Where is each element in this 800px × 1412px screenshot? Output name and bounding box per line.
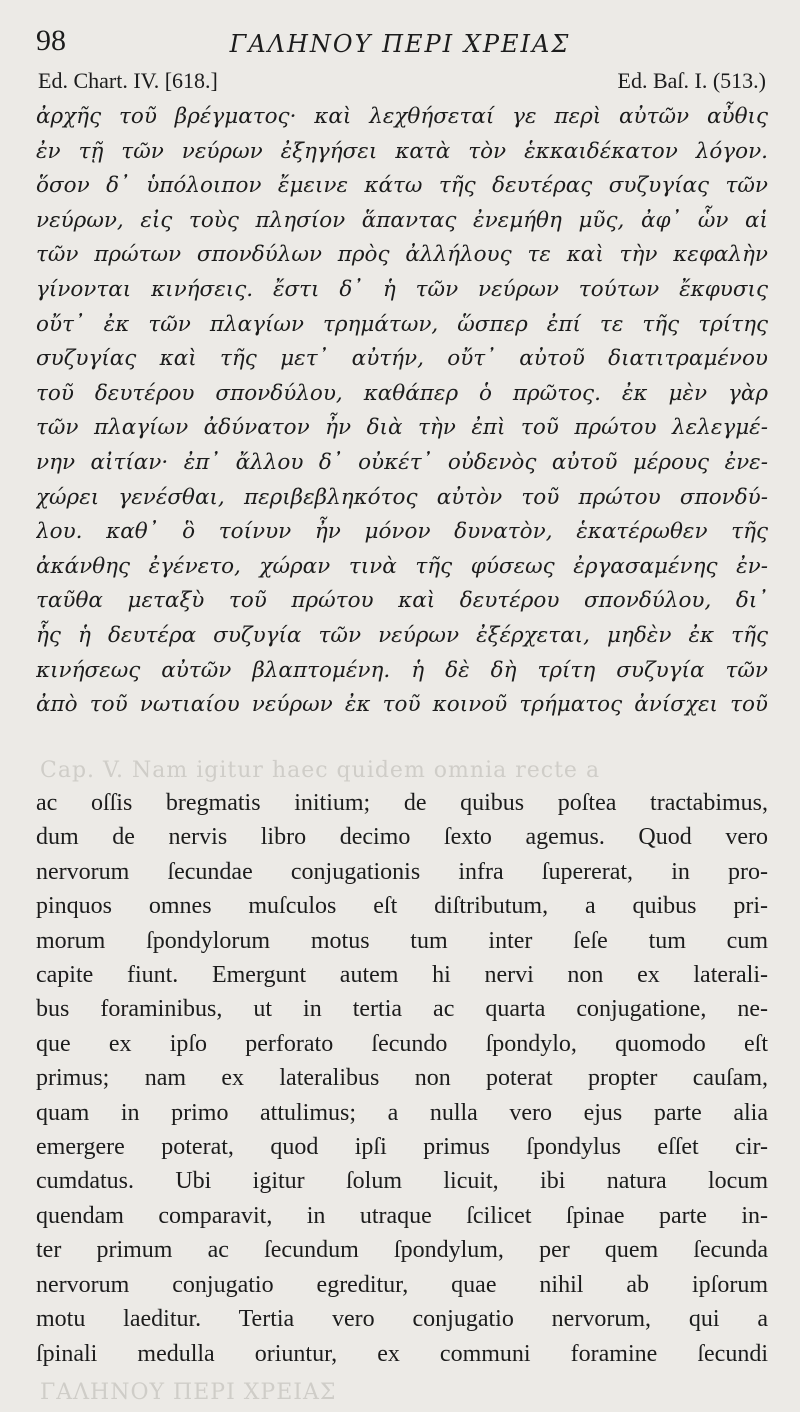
greek-line: γίνονται κινήσεις. ἔστι δ᾽ ἡ τῶν νεύρων τούτων ἔκφυσις (36, 276, 768, 302)
bleed-through-text-bottom: ΓΑΛΗΝΟΥ ΠΕΡΙ ΧΡΕΙΑΣ (40, 1380, 337, 1405)
edition-reference-line (38, 68, 766, 94)
greek-line: τῶν πλαγίων ἀδύνατον ἦν διὰ τὴν ἐπὶ τοῦ πρώτου λελεγμέ- (36, 415, 768, 441)
edition-reference-right: Ed. Baſ. I. (513.) (617, 68, 766, 93)
latin-line: ter primum ac ſecundum ſpondylum, per quem ſecunda (36, 1237, 768, 1264)
latin-line: ſpinali medulla oriuntur, ex communi foramine ſecundi (36, 1340, 768, 1367)
greek-line: ἧς ἡ δευτέρα συζυγία τῶν νεύρων ἐξέρχεται, μηδὲν ἐκ τῆς (36, 622, 768, 648)
latin-line: emergere poterat, quod ipſi primus ſpondylus eſſet cir- (36, 1134, 768, 1161)
greek-line: συζυγίας καὶ τῆς μετ᾽ αὐτήν, οὔτ᾽ αὐτοῦ διατιτραμένου (36, 346, 768, 372)
greek-line: ἀπὸ τοῦ νωτιαίου νεύρων ἐκ τοῦ κοινοῦ τρήματος ἀνίσχει τοῦ (36, 692, 768, 718)
page-number: 98 (36, 24, 66, 57)
latin-line: primus; nam ex lateralibus non poterat propter cauſam, (36, 1065, 768, 1092)
greek-line: ἀκάνθης ἐγένετο, χώραν τινὰ τῆς φύσεως ἐργασαμένης ἐν- (36, 553, 768, 579)
greek-line: χώρει γενέσθαι, περιβεβληκότος αὐτὸν τοῦ πρώτου σπονδύ- (36, 484, 768, 510)
greek-text-block (36, 100, 768, 723)
latin-line: morum ſpondylorum motus tum inter ſeſe tum cum (36, 927, 768, 954)
latin-line: cumdatus. Ubi igitur ſolum licuit, ibi natura locum (36, 1168, 768, 1195)
greek-line: τοῦ δευτέρου σπονδύλου, καθάπερ ὁ πρῶτος. ἐκ μὲν γὰρ (36, 380, 768, 406)
bleed-through-text-top: Cap. V. Nam igitur haec quidem omnia recte a (40, 758, 601, 783)
latin-line: quendam comparavit, in utraque ſcilicet ſpinae parte in- (36, 1202, 768, 1229)
latin-line: bus foraminibus, ut in tertia ac quarta conjugatione, ne- (36, 996, 768, 1023)
greek-line: ὅσον δ᾽ ὑπόλοιπον ἔμεινε κάτω τῆς δευτέρας συζυγίας τῶν (36, 173, 768, 199)
greek-line: ταῦθα μεταξὺ τοῦ πρώτου καὶ δευτέρου σπονδύλου, δι᾽ (36, 588, 768, 614)
latin-text-block (36, 786, 768, 1371)
greek-line: ἀρχῆς τοῦ βρέγματος· καὶ λεχθήσεταί γε περὶ αὐτῶν αὖθις (36, 104, 768, 129)
greek-line: νην αἰτίαν· ἐπ᾽ ἄλλου δ᾽ οὐκέτ᾽ οὐδενὸς αὐτοῦ μέρους ἐνε- (36, 449, 768, 475)
running-title: ΓΑΛΗΝΟΥ ΠΕΡΙ ΧΡΕΙΑΣ (229, 30, 571, 58)
latin-line: dum de nervis libro decimo ſexto agemus. Quod vero (36, 824, 768, 851)
greek-line: λου. καθ᾽ ὃ τοίνυν ἦν μόνον δυνατὸν, ἑκατέρωθεν τῆς (36, 519, 768, 545)
latin-line: capite fiunt. Emergunt autem hi nervi non ex laterali- (36, 962, 768, 989)
greek-line: οὔτ᾽ ἐκ τῶν πλαγίων τρημάτων, ὥσπερ ἐπί τε τῆς τρίτης (36, 311, 768, 337)
latin-line: pinquos omnes muſculos eſt diſtributum, a quibus pri- (36, 893, 768, 920)
latin-line: nervorum conjugatio egreditur, quae nihil ab ipſorum (36, 1271, 768, 1298)
latin-line: quam in primo attulimus; a nulla vero ejus parte alia (36, 1099, 768, 1126)
latin-line: que ex ipſo perforato ſecundo ſpondylo, quomodo eſt (36, 1030, 768, 1057)
latin-line: motu laeditur. Tertia vero conjugatio nervorum, qui a (36, 1306, 768, 1333)
latin-line: nervorum ſecundae conjugationis infra ſupererat, in pro- (36, 858, 768, 885)
greek-line: νεύρων, εἰς τοὺς πλησίον ἅπαντας ἐνεμήθη μῦς, ἀφ᾽ ὧν αἱ (36, 207, 768, 233)
greek-line: κινήσεως αὐτῶν βλαπτομένη. ἡ δὲ δὴ τρίτη συζυγία τῶν (36, 657, 768, 683)
edition-reference-left: Ed. Chart. IV. [618.] (38, 68, 218, 93)
greek-line: τῶν πρώτων σπονδύλων πρὸς ἀλλήλους τε καὶ τὴν κεφαλὴν (36, 242, 768, 268)
greek-line: ἐν τῇ τῶν νεύρων ἐξηγήσει κατὰ τὸν ἑκκαιδέκατον λόγον. (36, 138, 768, 164)
latin-line: ac oſſis bregmatis initium; de quibus poſtea tractabimus, (36, 790, 768, 816)
